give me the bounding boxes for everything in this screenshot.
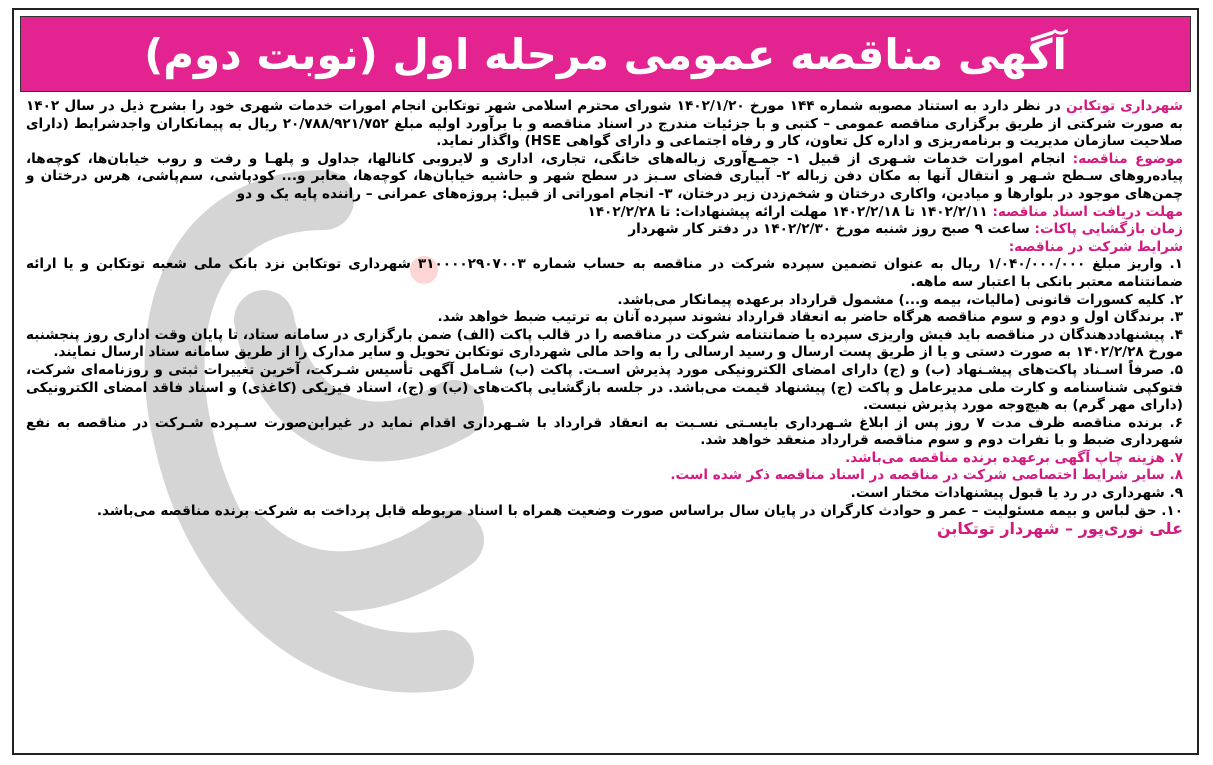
deadline-label: مهلت دریافت اسناد مناقصه: [992,203,1183,220]
intro-paragraph [26,98,1183,151]
condition-item: ۳. برندگان اول و دوم و سوم مناقصه هرگاه حاضر به انعقاد قرارداد نشوند سپرده آنان به ترتیب ضبط خواهد شد. [437,309,1183,326]
page-title: آگهی مناقصه عمومی مرحله اول (نوبت دوم) [144,29,1067,79]
condition-item-highlight: ۸. سایر شرایط اختصاصی شرکت در مناقصه در اسناد مناقصه ذکر شده است. [670,467,1183,484]
notice-frame [12,8,1199,755]
condition-item: ۶. برنده مناقصه ظرف مدت ۷ روز پس از ابلاغ شـهرداری بایسـتی نسـبت به انعقاد قرارداد با شـهرداری اقدام نماید در غیراین‌صورت سـپرده شـرکت در مناقصه به نفع شهرداری ضبط و با نفرات دوم و سوم مناقصه قرارداد منعقد خواهد شد. [26,414,1183,449]
condition-item: ۱۰. حق لباس و بیمه مسئولیت – عمر و حوادث کارگران در پایان سال براساس صورت وضعیت همراه با اسناد مربوطه قابل پرداخت به شرکت برنده مناقصه می‌باشد. [96,502,1183,519]
subject-label: موضوع مناقصه: [1072,150,1183,167]
deadline-paragraph [26,204,1183,222]
subject-text: انجام امورات خدمات شـهری از قبیل ۱- جمـع‌آوری زباله‌های خانگی، تجاری، اداری و لایروبی کانالها، جداول و پلهـا و رفت و روب خیابان‌ها، کوچه‌ها، پیاده‌روهای سـطح شـهر و انتقال آنها به مکان دفن زباله ۲- آبیاری فضای سـبز در سطح شهر و حاشیه خیابان‌ها، کوچه‌ها، معابر و... کودپاشی، سم‌پاشی، هرس درختان و چمن‌های موجود در بلوارها و میادین، واکاری درختان و شخم‌زدن زیر درختان، ۳- انجام اموراتی از قبیل: پروژه‌های عمرانی – راننده پایه یک و دو [26,150,1183,202]
condition-item: ۴. پیشنهاددهندگان در مناقصه باید فیش واریزی سپرده یا ضمانتنامه شرکت در مناقصه را در قالب پاکت (الف) ضمن بارگزاری در سامانه ستاد، تا پایان وقت اداری روز پنجشنبه مورخ ۱۴۰۲/۲/۲۸ به صورت دستی و یا از طریق پست ارسال و رسید ارسالی را به واحد مالی شهرداری توتکابن تحویل و سایر مدارک را از طریق سامانه ستاد ارسال نمایند. [26,326,1183,361]
conditions-heading: شرایط شرکت در مناقصه: [1008,238,1183,255]
signature: علی نوری‌پور – شهردار توتکابن [936,519,1183,539]
condition-item: ۹. شهرداری در رد یا قبول پیشنهادات مختار است. [850,485,1183,502]
opening-text: ساعت ۹ صبح روز شنبه مورخ ۱۴۰۲/۲/۳۰ در دفتر کار شهردار [628,221,1035,238]
intro-text: در نظر دارد به استناد مصوبه شماره ۱۴۴ مورخ ۱۴۰۲/۱/۲۰ شورای محترم اسلامی شهر توتکابن انجام امورات خدمات شهری خود را بشرح ذیل در سال ۱۴۰۲ به صورت شرکتی از طریق برگزاری مناقصه عمومی – کتبی و با جزئیات مندرج در اسناد مناقصه و با برآورد اولیه مبلغ ۲۰/۷۸۸/۹۲۱/۷۵۲ ریال به پیمانکاران واجدشرایط (دارای صلاحیت سازمان مدیریت و برنامه‌ریزی و اداره کل تعاون، کار و رفاه اجتماعی و دارای گواهی HSE) واگذار نماید. [26,98,1184,150]
subject-paragraph [26,151,1183,204]
org-name: شهرداری توتکابن [1065,98,1183,114]
opening-label: زمان بازگشایی پاکات: [1034,221,1183,238]
opening-paragraph [26,221,1183,239]
condition-item-highlight: ۷. هزینه چاپ آگهی برعهده برنده مناقصه می‌باشد. [845,449,1183,466]
deadline-text: ۱۴۰۲/۲/۱۱ تا ۱۴۰۲/۲/۱۸ مهلت ارائه پیشنهادات: تا ۱۴۰۲/۲/۲۸ [587,203,993,220]
title-banner [20,16,1191,92]
condition-item: ۲. کلیه کسورات قانونی (مالیات، بیمه و...) مشمول قرارداد برعهده پیمانکار می‌باشد. [617,291,1183,308]
notice-body [26,98,1183,747]
condition-item: ۵. صرفاً اسـناد پاکت‌های پیشـنهاد (ب) و (ج) دارای امضای الکترونیکی مورد پذیرش اسـت. پاکت (ب) شـامل آگهی تأسیس شـرکت، آخرین تغییرات ثبتی و روزنامه‌ای شرکت، فتوکپی شناسنامه و کارت ملی مدیرعامل و پاکت (ج) پیشنهاد قیمت می‌باشد. در جلسه بازگشایی پاکت‌های (ب) و (ج)، اسناد فیزیکی (کاغذی) و اسناد فاقد امضای الکترونیکی (دارای مهر گرم) به هیچ‌وجه مورد پذیرش نیست. [26,361,1183,414]
condition-item: ۱. واریز مبلغ ۱/۰۴۰/۰۰۰/۰۰۰ ریال به عنوان تضمین سپرده شرکت در مناقصه به حساب شماره ۳۱۰۰۰۰۲۹۰۷۰۰۳ شهرداری توتکابن نزد بانک ملی شعبه توتکابن و یا ارائه ضمانتنامه معتبر بانکی با اعتبار سه ماهه. [26,256,1183,290]
